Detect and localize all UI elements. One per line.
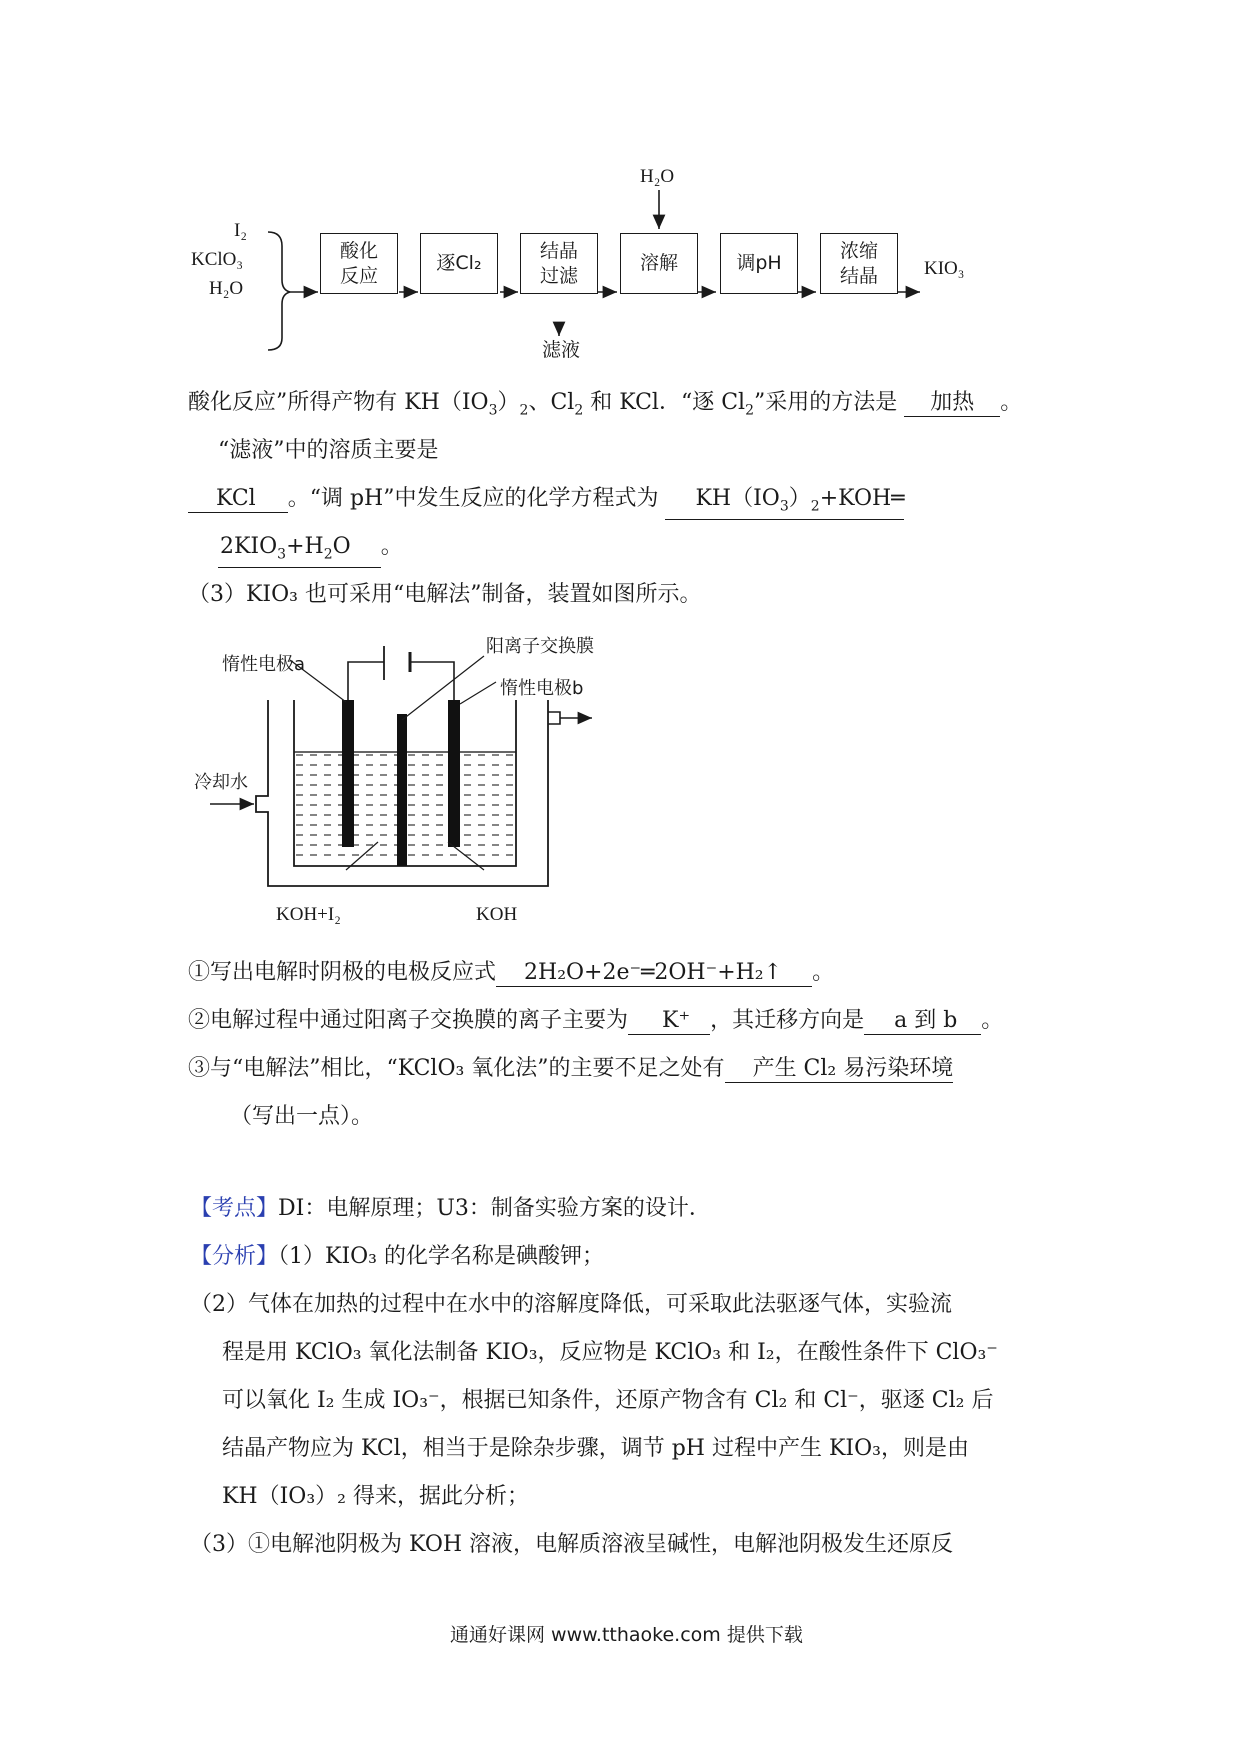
flow-byproduct: 滤液: [542, 340, 581, 361]
label-koh: KOH: [476, 904, 518, 925]
para-equation-line2: $2KIO_3+H_2O$ 。: [218, 532, 403, 568]
analysis-2-line-3: 可以氧化 I₂ 生成 IO₃⁻，根据已知条件，还原产物含有 Cl₂ 和 Cl⁻，驱逐 Cl₂ 后: [222, 1388, 994, 1413]
kaodian: 【考点】DI：电解原理；U3：制备实验方案的设计．: [190, 1196, 711, 1221]
label-koh-i2: KOH+I₂: [276, 904, 341, 925]
question-3: ③与“电解法”相比，“KClO₃ 氧化法”的主要不足之处有 产生 Cl₂ 易污染环境: [188, 1056, 954, 1081]
para-product: 酸化反应”所得产物有 $KH(IO_3)_2$、$Cl_2$ 和 KCl．“逐 $Cl_2$”采用的方法是 加热 。: [188, 390, 1023, 419]
flow-step-adjust-ph: 调pH: [720, 233, 798, 294]
flow-step-acidify: 酸化 反应: [320, 233, 398, 294]
para-filtrate: “滤液”中的溶质主要是: [218, 438, 439, 463]
fenxi-tag: 【分析】: [190, 1244, 279, 1269]
analysis-2-line-4: 结晶产物应为 KCl，相当于是除杂步骤，调节 pH 过程中产生 KIO₃，则是由: [222, 1436, 969, 1461]
question-2: ②电解过程中通过阳离子交换膜的离子主要为 K⁺ ，其迁移方向是 a 到 b 。: [188, 1008, 1004, 1033]
answer-kcl: KCl: [188, 486, 288, 513]
flow-output: KIO₃: [924, 258, 965, 279]
analysis-2-line-1: （2）气体在加热的过程中在水中的溶解度降低，可采取此法驱逐气体，实验流: [190, 1292, 952, 1317]
answer-equation-part2: $2KIO_3+H_2O$: [218, 534, 381, 568]
flow-input-kclo3: KClO₃: [191, 249, 244, 270]
answer-disadvantage: 产生 Cl₂ 易污染环境: [725, 1056, 954, 1083]
kaodian-tag: 【考点】: [190, 1196, 279, 1221]
label-electrode-b: 惰性电极b: [500, 678, 584, 699]
analysis-2-line-5: KH（IO₃）₂ 得来，据此分析；: [222, 1484, 529, 1509]
flow-step-remove-cl2: 逐Cl₂: [420, 233, 498, 294]
label-electrode-a: 惰性电极a: [222, 654, 306, 675]
answer-equation-part1: $KH(IO_3)_2+KOH═$: [665, 486, 904, 520]
answer-ion: K⁺: [628, 1008, 710, 1035]
flow-chart-lines: [0, 0, 1240, 380]
fenxi: 【分析】（1）KIO₃ 的化学名称是碘酸钾；: [190, 1244, 604, 1269]
analysis-2-line-2: 程是用 KClO₃ 氧化法制备 KIO₃，反应物是 KClO₃ 和 I₂，在酸性条件下 ClO₃⁻: [222, 1340, 998, 1365]
label-cation-membrane: 阳离子交换膜: [486, 636, 594, 657]
para-adjust-ph: KCl 。“调 pH”中发生反应的化学方程式为 $KH(IO_3)_2+KOH═$: [188, 484, 904, 520]
para-q3-intro: （3）KIO₃ 也可采用“电解法”制备，装置如图所示。: [188, 582, 702, 607]
label-cooling-water: 冷却水: [194, 772, 248, 793]
question-3-line2: （写出一点）。: [230, 1104, 374, 1129]
flow-input-i2: I₂: [234, 220, 247, 241]
flow-step-dissolve: 溶解: [620, 233, 698, 294]
answer-direction: a 到 b: [864, 1008, 981, 1035]
flow-input-h2o: H₂O: [209, 278, 244, 299]
answer-heat: 加热: [904, 390, 1000, 417]
answer-cathode-reaction: 2H₂O+2e⁻═2OH⁻+H₂↑: [496, 960, 812, 987]
flow-step-crystallize-filter: 结晶 过滤: [520, 233, 598, 294]
analysis-3-line-1: （3）①电解池阴极为 KOH 溶液，电解质溶液呈碱性，电解池阴极发生还原反: [190, 1532, 954, 1557]
page-footer: 通通好课网 www.tthaoke.com 提供下载: [450, 1624, 803, 1646]
electrolysis-cell-drawing: [0, 620, 1240, 920]
question-1: ①写出电解时阴极的电极反应式 2H₂O+2e⁻═2OH⁻+H₂↑ 。: [188, 960, 835, 985]
flow-top-input: H₂O: [640, 166, 675, 187]
flow-step-concentrate: 浓缩 结晶: [820, 233, 898, 294]
